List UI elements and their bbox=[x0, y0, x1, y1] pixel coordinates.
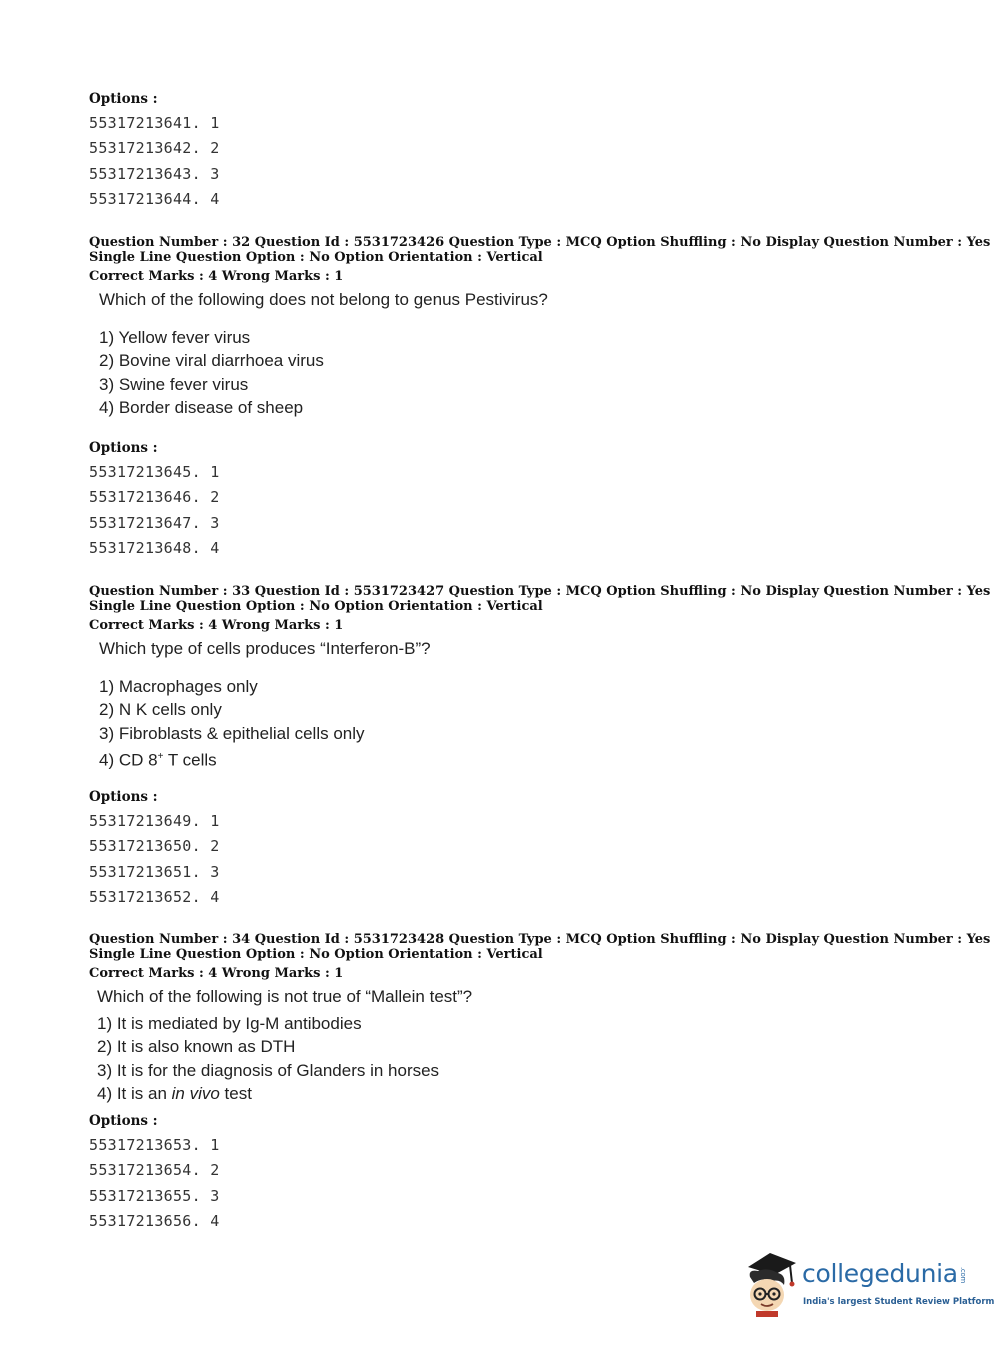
question-text: Which of the following is not true of “Mallein test”? bbox=[97, 987, 473, 1006]
option-code: 55317213648. 4 bbox=[89, 538, 220, 557]
q31-options-block bbox=[89, 91, 220, 212]
question-meta-options: Single Line Question Option : No Option Orientation : Vertical bbox=[89, 249, 543, 265]
question-32-choices bbox=[89, 326, 324, 419]
choice-text: 4) It is an bbox=[97, 1083, 172, 1103]
choice-text: T cells bbox=[163, 750, 217, 770]
options-list bbox=[89, 1133, 220, 1234]
option-code: 55317213655. 3 bbox=[89, 1186, 220, 1205]
option-code: 55317213645. 1 bbox=[89, 463, 220, 481]
q32-options-block bbox=[89, 440, 220, 561]
option-code: 55317213643. 3 bbox=[89, 164, 220, 183]
q33-options-block bbox=[89, 789, 220, 910]
question-text: Which of the following does not belong to genus Pestivirus? bbox=[99, 290, 548, 309]
question-meta: Question Number : 33 Question Id : 5531723427 Question Type : MCQ Option Shuffling : No Display Question Number : Yes bbox=[89, 584, 991, 599]
question-meta-options: Single Line Question Option : No Option Orientation : Vertical bbox=[89, 598, 543, 614]
choice: 1) Macrophages only bbox=[99, 677, 258, 696]
question-33-choices bbox=[89, 675, 365, 772]
q34-options-block bbox=[89, 1113, 220, 1234]
option-code: 55317213641. 1 bbox=[89, 114, 220, 132]
option-code: 55317213642. 2 bbox=[89, 139, 220, 158]
options-label: Options : bbox=[89, 91, 158, 107]
question-text: Which type of cells produces “Interferon-B”? bbox=[99, 639, 431, 658]
options-label: Options : bbox=[89, 440, 158, 456]
choice: 4) Border disease of sheep bbox=[99, 397, 304, 417]
options-list bbox=[89, 111, 220, 212]
options-list bbox=[89, 809, 220, 910]
options-label: Options : bbox=[89, 1113, 158, 1129]
choice: 2) N K cells only bbox=[99, 700, 222, 720]
question-meta: Question Number : 34 Question Id : 5531723428 Question Type : MCQ Option Shuffling : No Display Question Number : Yes bbox=[89, 932, 991, 947]
choice: 2) Bovine viral diarrhoea virus bbox=[99, 351, 324, 371]
question-32-body bbox=[89, 290, 548, 310]
question-marks: Correct Marks : 4 Wrong Marks : 1 bbox=[89, 269, 344, 284]
option-code: 55317213650. 2 bbox=[89, 837, 220, 856]
question-33-header bbox=[89, 585, 990, 634]
options-list bbox=[89, 460, 220, 561]
logo-wordmark bbox=[802, 1259, 967, 1288]
choice: 1) It is mediated by Ig-M antibodies bbox=[97, 1014, 362, 1033]
choice-text: test bbox=[219, 1083, 252, 1103]
option-code: 55317213652. 4 bbox=[89, 887, 220, 906]
collegedunia-logo[interactable] bbox=[740, 1247, 995, 1317]
choice bbox=[97, 1082, 439, 1105]
choice bbox=[99, 745, 365, 772]
choice: 3) Swine fever virus bbox=[99, 374, 249, 394]
option-code: 55317213653. 1 bbox=[89, 1136, 220, 1154]
choice: 1) Yellow fever virus bbox=[99, 328, 251, 347]
logo-name: collegedunia bbox=[802, 1259, 958, 1288]
option-code: 55317213654. 2 bbox=[89, 1161, 220, 1180]
question-33-body bbox=[89, 639, 431, 659]
option-code: 55317213649. 1 bbox=[89, 812, 220, 830]
question-marks: Correct Marks : 4 Wrong Marks : 1 bbox=[89, 966, 344, 981]
choice: 3) It is for the diagnosis of Glanders in horses bbox=[97, 1060, 440, 1080]
question-marks: Correct Marks : 4 Wrong Marks : 1 bbox=[89, 618, 344, 633]
choice-text: 4) CD 8 bbox=[99, 750, 158, 770]
question-34-body bbox=[89, 987, 472, 1007]
option-code: 55317213651. 3 bbox=[89, 862, 220, 881]
choice: 2) It is also known as DTH bbox=[97, 1037, 296, 1057]
mascot-icon bbox=[740, 1247, 804, 1317]
question-32-header bbox=[89, 236, 990, 285]
question-34-header bbox=[89, 933, 990, 982]
choice-italic-text: in vivo bbox=[171, 1083, 220, 1103]
question-meta-options: Single Line Question Option : No Option Orientation : Vertical bbox=[89, 946, 543, 962]
options-label: Options : bbox=[89, 789, 158, 805]
logo-tagline: India's largest Student Review Platform bbox=[803, 1297, 995, 1307]
question-34-choices bbox=[89, 1012, 439, 1105]
choice: 3) Fibroblasts & epithelial cells only bbox=[99, 723, 365, 743]
option-code: 55317213646. 2 bbox=[89, 488, 220, 507]
question-meta: Question Number : 32 Question Id : 5531723426 Question Type : MCQ Option Shuffling : No Display Question Number : Yes bbox=[89, 235, 991, 250]
option-code: 55317213644. 4 bbox=[89, 189, 220, 208]
option-code: 55317213647. 3 bbox=[89, 513, 220, 532]
superscript: + bbox=[157, 750, 164, 762]
option-code: 55317213656. 4 bbox=[89, 1211, 220, 1230]
logo-suffix: .com bbox=[958, 1267, 967, 1283]
